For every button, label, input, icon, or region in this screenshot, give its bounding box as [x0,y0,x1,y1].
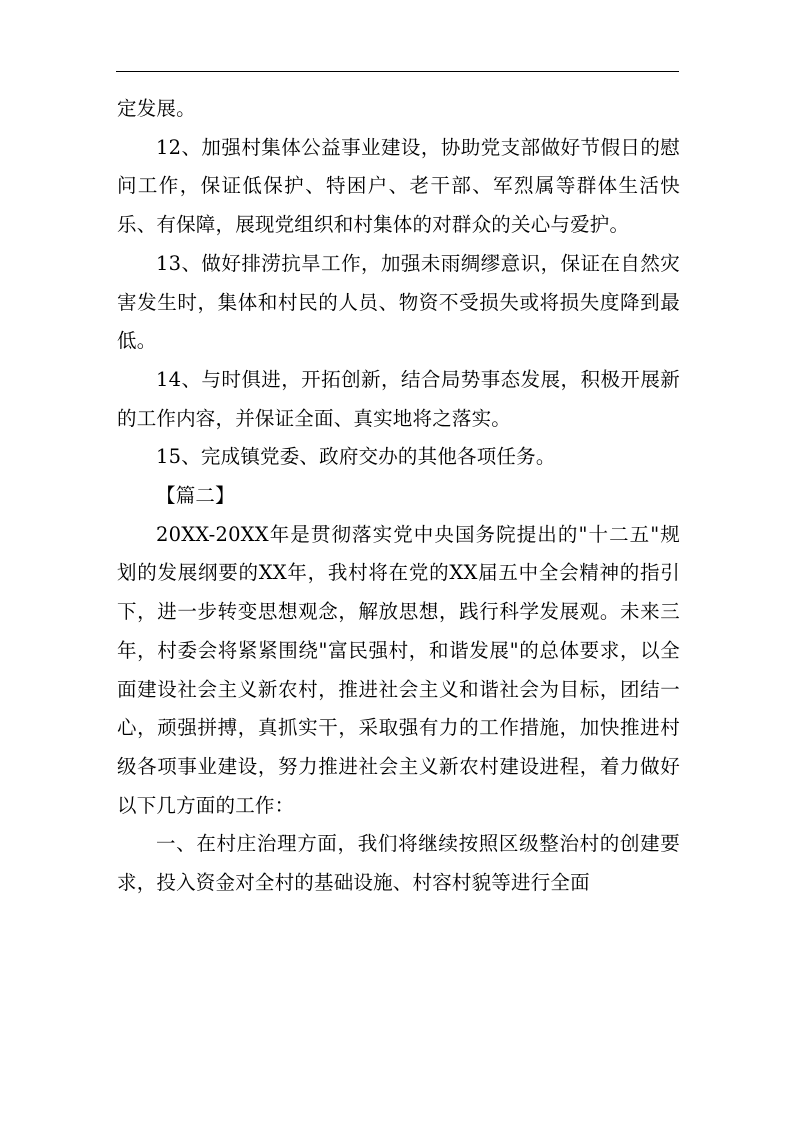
paragraph-item-15: 15、完成镇党委、政府交办的其他各项任务。 [156,445,556,469]
paragraph-section-one: 一、在村庄治理方面，我们将继续按照区级整治村的创建要求，投入资金对全村的基础设施、村容村貌等进行全面 [117,832,680,895]
header-rule [116,71,679,72]
paragraph-intro: 20XX-20XX年是贯彻落实党中央国务院提出的"十二五"规划的发展纲要的XX年，我村将在党的XX届五中全会精神的指引下，进一步转变思想观念，解放思想，践行科学发展观。未来三年，村委会将紧紧围绕"富民强村，和谐发展"的总体要求，以全面建设社会主义新农村，推进社会主义和谐社会为目标，团结一心，顽强拼搏，真抓实干，采取强有力的工作措施，加快推进村级各项事业建设，努力推进社会主义新农村建设进程，着力做好以下几方面的工作： [117,522,680,817]
paragraph-item-12: 12、加强村集体公益事业建设，协助党支部做好节假日的慰问工作，保证低保护、特困户、老干部、军烈属等群体生活快乐、有保障，展现党组织和村集体的对群众的关心与爱护。 [117,135,680,237]
paragraph-item-14: 14、与时俱进，开拓创新，结合局势事态发展，积极开展新的工作内容，并保证全面、真实地将之落实。 [117,367,680,430]
paragraph-continuation: 定发展。 [117,97,196,120]
paragraph-item-13: 13、做好排涝抗旱工作，加强未雨绸缪意识，保证在自然灾害发生时，集体和村民的人员、物资不受损失或将损失度降到最低。 [117,251,680,353]
section-heading: 【篇二】 [156,484,235,508]
document-body [117,90,680,903]
